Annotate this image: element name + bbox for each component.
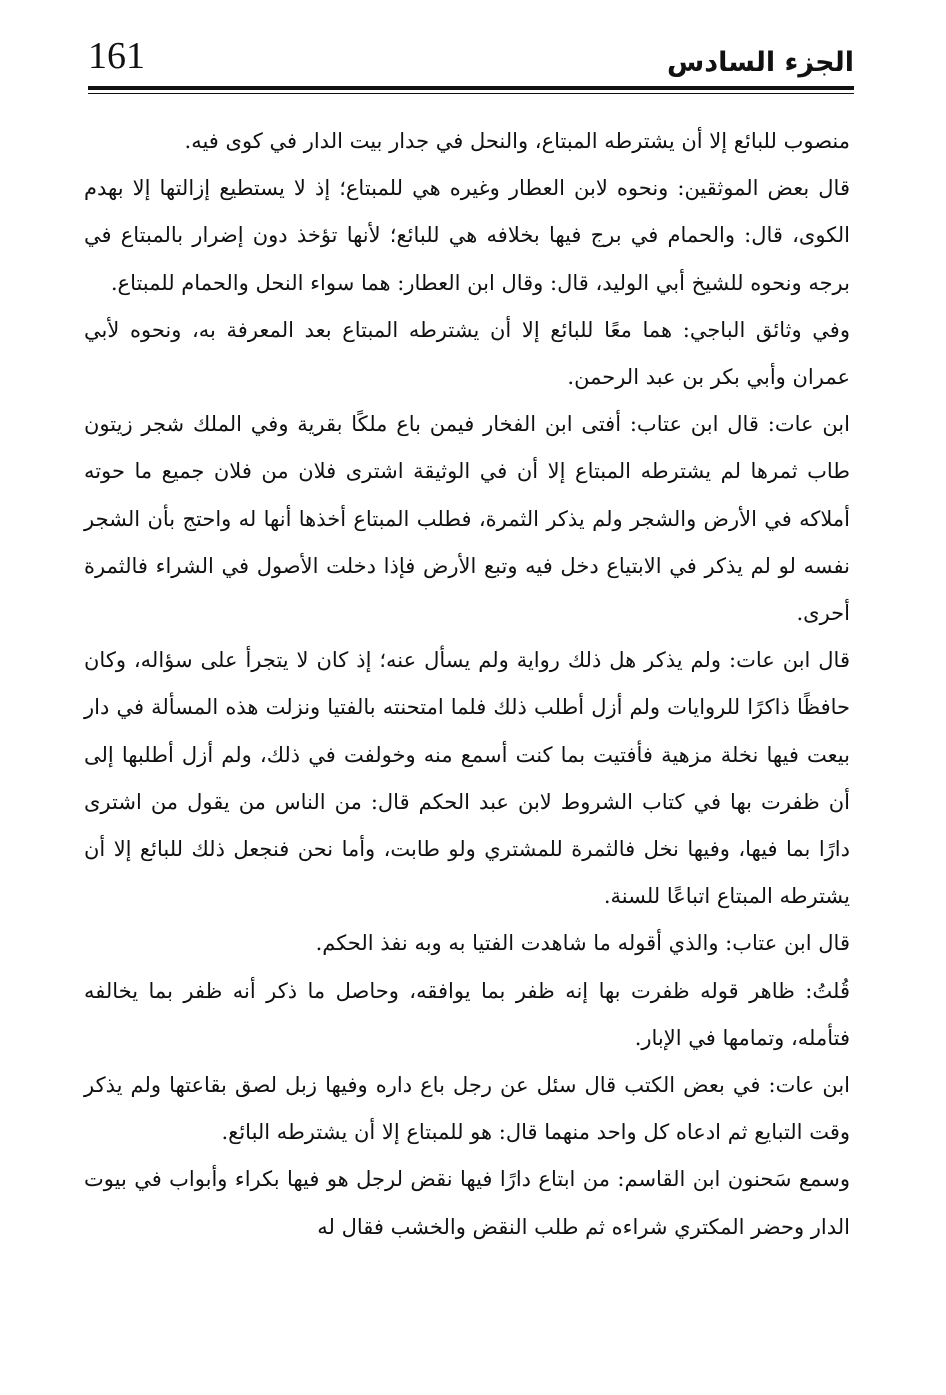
paragraph: وسمع سَحنون ابن القاسم: من ابتاع دارًا فيها نقض لرجل هو فيها بكراء وأبواب في بيوت الدار وحضر المكتري شراءه ثم طلب النقض والخشب فقال له (84, 1167, 850, 1239)
paragraph: منصوب للبائع إلا أن يشترطه المبتاع، والنحل في جدار بيت الدار في كوى فيه. (184, 129, 850, 153)
running-title: الجزء السادس (667, 47, 854, 78)
paragraph: قُلتُ: ظاهر قوله ظفرت بها إنه ظفر بما يوافقه، وحاصل ما ذكر أنه ظفر بما يخالفه فتأمله، وتمامها في الإبار. (84, 978, 850, 1050)
page-header (88, 30, 854, 86)
paragraph: قال ابن عتاب: والذي أقوله ما شاهدت الفتيا به وبه نفذ الحكم. (315, 931, 850, 956)
header-rule-thin (88, 93, 854, 94)
paragraph: قال بعض الموثقين: ونحوه لابن العطار وغيره هي للمبتاع؛ إذ لا يستطيع إزالتها إلا بهدم الكوى، قال: والحمام في برج فيها بخلافه هي للبائع؛ لأنها تؤخذ دون إضرار بالمبتاع في برجه ونحوه للشيخ أبي الوليد، قال: وقال ابن العطار: هما سواء النحل والحمام للمبتاع. (84, 176, 850, 295)
paragraph: وفي وثائق الباجي: هما معًا للبائع إلا أن يشترطه المبتاع بعد المعرفة به، ونحوه لأبي عمران وأبي بكر بن عبد الرحمن. (84, 317, 850, 390)
paragraph: قال ابن عات: ولم يذكر هل ذلك رواية ولم يسأل عنه؛ إذ كان لا يتجرأ على سؤاله، وكان حافظًا ذاكرًا للروايات ولم أزل أطلب ذلك فلما امتحنته بالفتيا ونزلت هذه المسألة في دار بيعت فيها نخلة مزهية فأفتيت بما كنت أسمع منه وخولفت في ذلك، ولم أزل أطلبها إلى أن ظفرت بها في كتاب الشروط لابن عبد الحكم قال: من الناس من يقول من اشترى دارًا بما فيها، وفيها نخل فالثمرة للمشتري ولو طابت، وأما نحن فنجعل ذلك للبائع إلا أن يشترطه المبتاع اتباعًا للسنة. (84, 648, 850, 909)
paragraph: ابن عات: قال ابن عتاب: أفتى ابن الفخار فيمن باع ملكًا بقرية وفي الملك شجر زيتون طاب ثمرها لم يشترطه المبتاع إلا أن في الوثيقة اشترى فلان من فلان جميع ما حوته أملاكه في الأرض والشجر ولم يذكر الثمرة، فطلب المبتاع أخذها أنها له واحتج بأن الشجر نفسه لو لم يذكر في الابتياع دخل فيه وتبع الأرض فإذا دخلت الأصول في الشراء فالثمرة أحرى. (84, 412, 850, 626)
body-text (84, 118, 850, 1251)
paragraph: ابن عات: في بعض الكتب قال سئل عن رجل باع داره وفيها زبل لصق بقاعتها ولم يذكر وقت التبايع ثم ادعاه كل واحد منهما قال: هو للمبتاع إلا أن يشترطه البائع. (84, 1073, 850, 1145)
header-rule-thick (88, 86, 854, 90)
page-number: 161 (88, 35, 145, 77)
